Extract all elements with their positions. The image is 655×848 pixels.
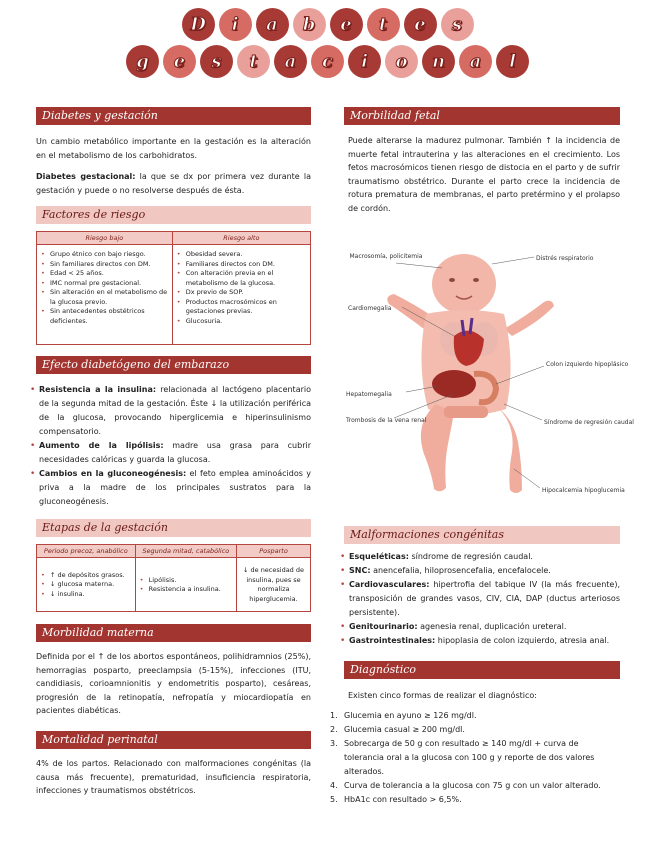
definition: relacionada al lactógeno placentario de la segunda mitad de la gestación. Éste ↓ la utilización periférica de la glucosa, provocando hiperglicemia e hiperinsulinismo compensatorio. [39,385,311,436]
title-letter: o [385,45,418,78]
stage-list [140,576,232,595]
title-letter: c [311,45,344,78]
list-item [340,578,620,620]
list-item [340,564,620,578]
item-text: Curva de tolerancia a la glucosa con 75 g con un valor alterado. [344,780,601,790]
table-cell [37,245,173,345]
section-header: Diagnóstico [344,661,620,679]
section-header: Malformaciones congénitas [344,526,620,544]
section-header: Morbilidad fetal [344,107,620,125]
title-letter: s [200,45,233,78]
item-number: 1. [330,710,338,720]
illus-label: Distrés respiratorio [536,255,594,262]
list-item [340,634,620,648]
list-item: • ↓ glucosa materna. [41,580,131,590]
item-text: Glucemia casual ≥ 200 mg/dl. [344,724,465,734]
section-header: Efecto diabetógeno del embarazo [36,356,311,374]
list-item: • Sin antecedentes obstétricos deficientes. [41,307,168,326]
section-header: Etapas de la gestación [36,519,311,537]
list-item: • Grupo étnico con bajo riesgo. [41,250,168,260]
illus-label: Macrosomía, policitemia [349,253,423,260]
title-letter: e [404,8,437,41]
list-item: • Con alteración previa en el metabolismo de la glucosa. [177,269,306,288]
paragraph: Definida por el ↑ de los abortos espontáneos, polihidramnios (25%), hemorragias posparto, preeclampsia (5-15%), infecciones (ITU, candidiasis, corioamnionitis y endometritis posparto), cesáreas, progresión de la retinopatía, nefropatía y miocardiopatía en pacientes diabéticas. [36,652,311,715]
title-letter: i [219,8,252,41]
list-item [330,709,620,723]
term: Diabetes gestacional: [36,172,136,181]
list-item [30,439,311,467]
definition: anencefalia, hiloprosencefalia, encefalocele. [370,566,551,575]
paragraph: 4% de los partos. Relacionado con malformaciones congénitas (la causa más frecuente), prematuridad, insuficiencia respiratoria, infecciones y traumatismos obstétricos. [36,759,311,795]
title-letter: a [256,8,289,41]
section-etapas [36,519,311,612]
term: Genitourinario: [349,622,418,631]
list-item: • Glucosuria. [177,317,306,327]
section-mortalidad [36,731,311,798]
title-letter: b [293,8,326,41]
term: Esqueléticas: [349,552,409,561]
illus-label: Síndrome de regresión caudal [544,419,634,426]
paragraph: Puede alterarse la madurez pulmonar. También ↑ la incidencia de muerte fetal intrauterina y las alteraciones en el crecimiento. Los fetos macrosómicos tienen riesgo de distocia en el parto y de sufrir traumatismo obstétrico. Durante el parto crece la incidencia de rotura prematura de membranas, el parto pretérmino y el prolapso de cordón. [348,136,620,213]
title-letter: t [237,45,270,78]
section-diagnostico [330,661,620,807]
list-item [330,737,620,779]
list-item [330,779,620,793]
table-cell: ↓ de necesidad de insulina, pues se normaliza hiperglucemia. [237,558,311,612]
paragraph: Existen cinco formas de realizar el diagnóstico: [348,691,537,700]
title-line-1 [0,8,655,41]
list-item: • ↓ insulina. [41,590,131,600]
list-item [30,467,311,509]
term: Resistencia a la insulina: [39,385,157,394]
item-text: Glucemia en ayuno ≥ 126 mg/dl. [344,710,477,720]
item-number: 2. [330,724,338,734]
illus-label: Cardiomegalia [348,305,392,312]
item-number: 4. [330,780,338,790]
definition: madre usa grasa para cubrir necesidades calóricas y guarda la glucosa. [39,441,311,464]
list-item [340,620,620,634]
illus-label: Hipocalcemia hipoglucemia [542,487,625,494]
table-header: Segunda mitad, catabólico [135,545,236,558]
definition: la que se dx por primera vez durante la gestación y puede o no resolverse después de ésta. [36,172,311,195]
high-risk-list [177,250,306,326]
effect-list [30,383,311,509]
section-header: Factores de riesgo [36,206,311,224]
list-item [340,550,620,564]
section-morbilidad-fetal [344,107,620,215]
title-letter: s [441,8,474,41]
diagnosis-list [330,709,620,807]
newborn-illustration [344,244,634,516]
definition: hipertrofia del tabique IV (la más frecuente), transposición de grandes vasos, CIV, CIA, DAP (ductus arteriosos persistente). [349,580,620,617]
stage-list [41,571,131,600]
title-letter: n [422,45,455,78]
section-factores [36,206,311,345]
table-cell [37,558,136,612]
list-item [330,793,620,807]
list-item [330,723,620,737]
definition: hipoplasia de colon izquierdo, atresia anal. [435,636,610,645]
title-letter: D [182,8,215,41]
stages-table [36,544,311,612]
definition: agenesia renal, duplicación ureteral. [417,622,567,631]
table-header: Periodo precoz, anabólico [37,545,136,558]
risk-table [36,231,311,345]
section-header: Morbilidad materna [36,624,311,642]
title-letter: e [330,8,363,41]
item-text: HbA1c con resultado > 6,5%. [344,794,462,804]
list-item: • Sin familiares directos con DM. [41,260,168,270]
section-header: Mortalidad perinatal [36,731,311,749]
baby-figure [387,254,554,493]
title-letter: a [274,45,307,78]
title-letter: a [459,45,492,78]
low-risk-list [41,250,168,326]
section-morbilidad-materna [36,624,311,718]
table-header: Riesgo bajo [37,232,173,245]
title-letter: t [367,8,400,41]
illus-label: Colon izquierdo hipoplásico [546,361,629,368]
list-item: • Sin alteración en el metabolismo de la glucosa previo. [41,288,168,307]
illus-label: Hepatomegalia [346,391,392,398]
list-item: • Familiares directos con DM. [177,260,306,270]
title-letter: e [163,45,196,78]
term: Cambios en la gluconeogénesis: [39,469,187,478]
title-letter: l [496,45,529,78]
list-item [30,383,311,439]
table-header: Riesgo alto [172,232,310,245]
paragraph: Un cambio metabólico importante en la gestación es la alteración en el metabolismo de los carbohidratos. [36,137,311,160]
table-header: Posparto [237,545,311,558]
list-item: • Productos macrosómicos en gestaciones previas. [177,298,306,317]
item-number: 3. [330,738,338,748]
definition: síndrome de regresión caudal. [408,552,533,561]
illus-label: Trombosis de la vena renal [346,417,427,424]
list-item: • Lipólisis. [140,576,232,586]
malformation-list [340,550,620,648]
term: Gastrointestinales: [349,636,436,645]
list-item: • ↑ de depósitos grasos. [41,571,131,581]
section-diabetes [36,107,311,197]
item-text: Sobrecarga de 50 g con resultado ≥ 140 mg/dl + curva de tolerancia oral a la glucosa con 100 g y reporte de dos valores alterados. [344,738,595,776]
list-item: • Resistencia a insulina. [140,585,232,595]
section-efecto [36,356,311,509]
definition: el feto emplea aminoácidos y priva a la madre de los principales sustratos para la gluconeogénesis. [39,469,311,506]
term: Cardiovasculares: [349,580,430,589]
paragraph [36,170,311,197]
list-item: • IMC normal pre gestacional. [41,279,168,289]
list-item: • Obesidad severa. [177,250,306,260]
title-line-2 [0,45,655,78]
title-letter: g [126,45,159,78]
section-malformaciones [344,526,620,648]
table-cell [172,245,310,345]
section-header: Diabetes y gestación [36,107,311,125]
term: SNC: [349,566,371,575]
list-item: • Edad < 25 años. [41,269,168,279]
table-cell [135,558,236,612]
item-number: 5. [330,794,338,804]
term: Aumento de la lipólisis: [39,441,164,450]
title-letter: i [348,45,381,78]
list-item: • Dx previo de SOP. [177,288,306,298]
